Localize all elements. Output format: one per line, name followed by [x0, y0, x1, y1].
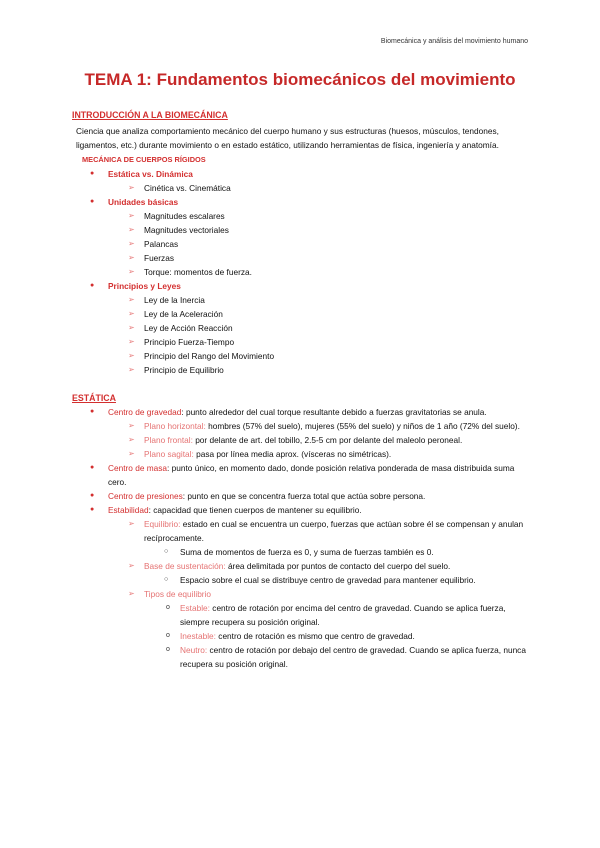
list-item: ➢ Plano horizontal: hombres (57% del suelo), mujeres (55% del suelo) y niños de 1 año (72% del suelo).: [72, 419, 532, 433]
list-item: ○ Suma de momentos de fuerza es 0, y suma de fuerzas también es 0.: [72, 545, 532, 559]
estatica-list: [72, 405, 532, 671]
list-item: ➢ Fuerzas: [72, 251, 532, 265]
list-item: o Inestable: centro de rotación es mismo que centro de gravedad.: [72, 629, 532, 643]
title-prefix: TEMA 1:: [84, 70, 152, 89]
list-item: ➢ Ley de la Inercia: [72, 293, 532, 307]
list-item: ➢ Ley de la Aceleración: [72, 307, 532, 321]
section-heading-intro: INTRODUCCIÓN A LA BIOMECÁNICA: [72, 110, 228, 120]
list-item: ➢ Tipos de equilibrio: [72, 587, 532, 601]
running-header: Biomecánica y análisis del movimiento humano: [380, 38, 528, 45]
list-item: ➢ Principio de Equilibrio: [72, 363, 532, 377]
list-item: ➢ Principio del Rango del Movimiento: [72, 349, 532, 363]
intro-list: [72, 167, 532, 377]
list-item: ➢ Plano sagital: pasa por línea media aprox. (vísceras no simétricas).: [72, 447, 532, 461]
list-item: ○ Espacio sobre el cual se distribuye centro de gravedad para mantener equilibrio.: [72, 573, 532, 587]
page-title: [0, 70, 600, 90]
list-item: ● Estabilidad: capacidad que tienen cuerpos de mantener su equilibrio.: [72, 503, 532, 517]
list-item: ● Principios y Leyes: [72, 279, 532, 293]
intro-paragraph: Ciencia que analiza comportamiento mecánico del cuerpo humano y sus estructuras (huesos, músculos, tendones, ligamentos, etc.) durante movimiento o en estado estático, utilizando herramientas de física, ingeniería y anatomía.: [76, 126, 499, 150]
list-item: ➢ Ley de Acción Reacción: [72, 321, 532, 335]
list-item: ● Unidades básicas: [72, 195, 532, 209]
list-item: o Estable: centro de rotación por encima del centro de gravedad. Cuando se aplica fuerza, siempre recupera su posición original.: [72, 601, 532, 629]
list-item: ➢ Torque: momentos de fuerza.: [72, 265, 532, 279]
title-text: Fundamentos biomecánicos del movimiento: [151, 70, 516, 89]
list-item: ➢ Equilibrio: estado en cual se encuentra un cuerpo, fuerzas que actúan sobre él se compensan y anulan recíprocamente.: [72, 517, 532, 545]
list-item: ➢ Plano frontal: por delante de art. del tobillo, 2.5-5 cm por delante del maleolo peroneal.: [72, 433, 532, 447]
subheading-rigid-bodies: MECÁNICA DE CUERPOS RÍGIDOS: [82, 155, 206, 164]
list-item: ● Centro de gravedad: punto alrededor del cual torque resultante debido a fuerzas gravitatorias se anula.: [72, 405, 532, 419]
list-item: ➢ Base de sustentación: área delimitada por puntos de contacto del cuerpo del suelo.: [72, 559, 532, 573]
list-item: o Neutro: centro de rotación por debajo del centro de gravedad. Cuando se aplica fuerza, nunca recupera su posición original.: [72, 643, 532, 671]
list-item: ● Centro de presiones: punto en que se concentra fuerza total que actúa sobre persona.: [72, 489, 532, 503]
list-item: ● Estática vs. Dinámica: [72, 167, 532, 181]
section-heading-estatica: ESTÁTICA: [72, 393, 116, 403]
document-body: [72, 108, 532, 671]
list-item: ➢ Palancas: [72, 237, 532, 251]
list-item: ➢ Magnitudes escalares: [72, 209, 532, 223]
list-item: ➢ Cinética vs. Cinemática: [72, 181, 532, 195]
list-item: ➢ Magnitudes vectoriales: [72, 223, 532, 237]
list-item: ➢ Principio Fuerza-Tiempo: [72, 335, 532, 349]
list-item: ● Centro de masa: punto único, en momento dado, donde posición relativa ponderada de masa distribuida suma cero.: [72, 461, 532, 489]
